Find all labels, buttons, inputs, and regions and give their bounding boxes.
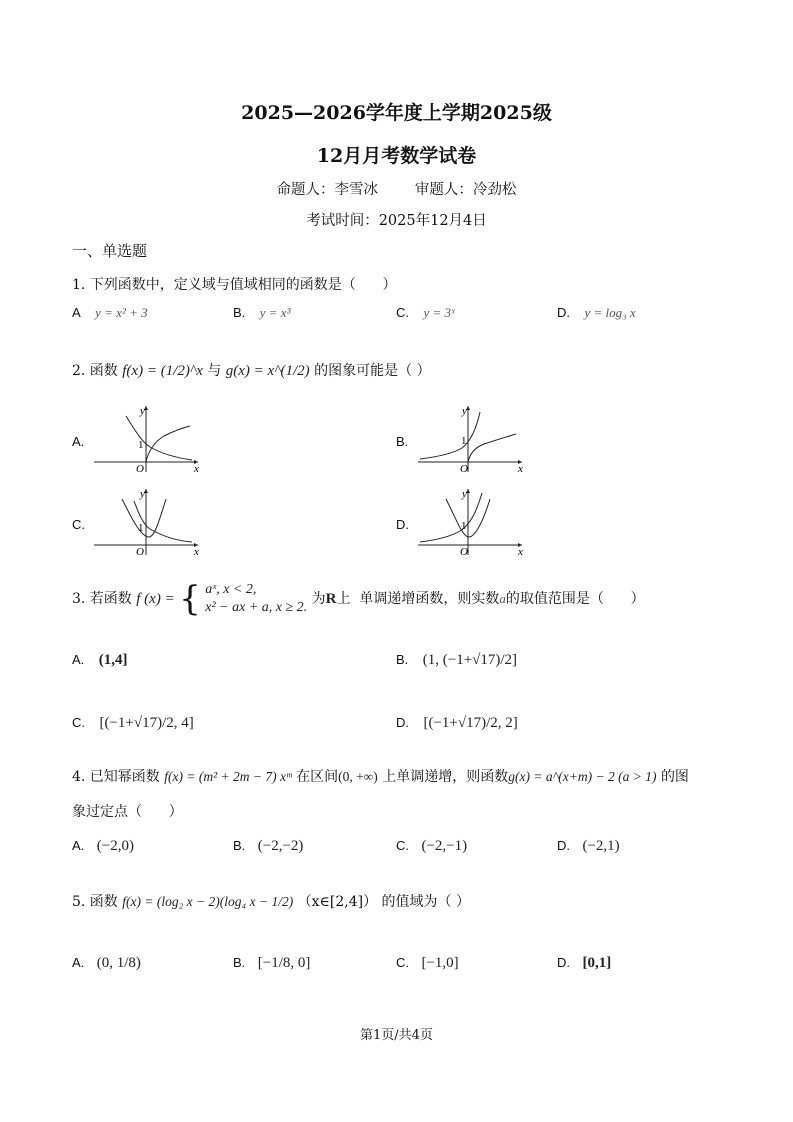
- q1-option-c: [396, 305, 455, 321]
- q1-stem: 1. 下列函数中，定义域与值域相同的函数是（ ）: [72, 277, 397, 293]
- q4-stem-line1: [72, 766, 689, 786]
- q5-option-d-expr: [0,1]: [582, 955, 612, 971]
- power-curve: [468, 434, 516, 462]
- q4-option-b-expr: (−2,−2): [257, 838, 304, 854]
- increasing-curve: [146, 426, 190, 462]
- q1-option-b: [233, 305, 290, 321]
- q5-option-c-label: C.: [396, 955, 409, 970]
- q3-stem-prefix: 3. 若函数: [72, 591, 132, 607]
- q1-option-d-expr: y = log₃ x: [584, 305, 636, 320]
- q3-option-c: [72, 715, 194, 732]
- origin-label: O: [136, 463, 144, 475]
- q3-piecewise: [205, 581, 307, 617]
- q2-stem-prefix: 2. 函数: [72, 363, 118, 379]
- q5-f-expr: f(x) = (log₂ x − 2)(log₄ x − 1/2): [122, 894, 294, 909]
- q3-option-a-expr: (1,4]: [98, 652, 128, 668]
- q2-stem-suffix: 的图象可能是（ ）: [314, 363, 431, 379]
- q3-option-a-label: A.: [72, 652, 85, 667]
- parabola-curve: [122, 499, 166, 537]
- exam-authors: 命题人：李雪冰 审题人：冷劲松: [276, 182, 517, 198]
- exam-time: 考试时间：2025年12月4日: [306, 213, 487, 229]
- q4-stem-mid: 在区间: [296, 769, 339, 785]
- q2-graph-c: [92, 485, 204, 557]
- q2-option-d-label: [396, 517, 409, 533]
- q5-option-a-label: A.: [72, 955, 85, 970]
- q5-option-b-label: B.: [233, 955, 246, 970]
- exponential-curve: [420, 412, 480, 459]
- y-label: y: [462, 488, 467, 500]
- decreasing-curve: [126, 416, 192, 460]
- q2-graph-a: [92, 402, 204, 474]
- x-label: x: [194, 546, 199, 558]
- q4-stem-prefix: 4. 已知幂函数: [72, 769, 160, 785]
- q3-piece-1: aˣ, x < 2,: [205, 582, 257, 597]
- q4-option-a-label: A.: [72, 838, 85, 853]
- q2-label-d: D.: [396, 517, 409, 532]
- q5-option-b: [233, 955, 310, 972]
- q2-f-expr: f(x) = (1/2)^x: [122, 363, 203, 379]
- axis-arrows: [466, 489, 522, 547]
- q5-stem-prefix: 5. 函数: [72, 894, 118, 910]
- q3-stem-mid: 为: [311, 591, 326, 607]
- q2-g-expr: g(x) = x^(1/2): [225, 363, 310, 379]
- q4-stem-mid2: 上单调递增，则函数: [382, 769, 509, 785]
- q3-var-a: a: [499, 591, 506, 606]
- origin-label: O: [136, 546, 144, 558]
- q1-option-d: [557, 305, 636, 321]
- q4-interval: (0, +∞): [338, 769, 378, 784]
- origin-label: O: [460, 546, 468, 558]
- q2-stem-mid: 与: [207, 363, 222, 379]
- q5-option-d: [557, 955, 611, 972]
- q1-option-a-label: A: [72, 305, 81, 320]
- q2-label-a: A.: [72, 434, 85, 449]
- q3-R: R: [325, 591, 337, 607]
- one-label: 1: [461, 435, 467, 447]
- q4-option-c-expr: (−2,−1): [421, 838, 468, 854]
- q4-option-b: [233, 838, 303, 855]
- q4-option-b-label: B.: [233, 838, 246, 853]
- q3-option-d-label: D.: [396, 715, 409, 730]
- exam-title-line1: 2025—2026学年度上学期2025级: [241, 102, 552, 124]
- x-label: x: [518, 463, 523, 475]
- q2-graph-b: [416, 402, 528, 474]
- exam-title-line2: 12月月考数学试卷: [316, 145, 477, 167]
- q2-graph-d: [416, 485, 528, 557]
- q4-option-a: [72, 838, 134, 855]
- q3-stem-suffix: 上 单调递增函数，则实数: [336, 591, 500, 607]
- q1-option-c-label: C.: [396, 305, 409, 320]
- q5-stem-end: 的值域为（ ）: [381, 894, 470, 910]
- q1-option-b-expr: y = x³: [259, 305, 291, 320]
- q3-piece-2: x² − ax + a, x ≥ 2.: [205, 600, 308, 615]
- q4-option-d-label: D.: [557, 838, 570, 853]
- x-label: x: [518, 546, 523, 558]
- one-label: 1: [461, 520, 467, 532]
- q1-option-b-label: B.: [233, 305, 246, 320]
- q4-option-a-expr: (−2,0): [96, 838, 134, 854]
- q3-option-c-expr: [(−1+√17)/2, 4]: [99, 715, 194, 731]
- q3-option-c-label: C.: [72, 715, 85, 730]
- q5-option-a: [72, 955, 141, 972]
- y-label: y: [140, 405, 145, 417]
- q5-option-c-expr: [−1,0]: [421, 955, 459, 971]
- q5-option-a-expr: (0, 1/8): [96, 955, 141, 971]
- origin-label: O: [460, 463, 468, 475]
- q2-option-c-label: [72, 517, 85, 533]
- q1-option-a-expr: y = x² + 3: [95, 305, 148, 320]
- q2-label-c: C.: [72, 517, 85, 532]
- q3-option-d-expr: [(−1+√17)/2, 2]: [423, 715, 518, 731]
- q3-stem: [72, 581, 645, 617]
- q5-stem: [72, 891, 470, 911]
- q1-option-a: [72, 305, 148, 321]
- y-label: y: [462, 405, 467, 417]
- q4-f-expr: f(x) = (m² + 2m − 7) xᵐ: [164, 769, 292, 784]
- q4-option-c-label: C.: [396, 838, 409, 853]
- q1-option-d-label: D.: [557, 305, 570, 320]
- y-label: y: [140, 488, 145, 500]
- q5-domain: （x∈[2,4]）: [297, 894, 378, 910]
- q4-stem-end: 的图: [660, 769, 689, 785]
- q4-option-d-expr: (−2,1): [582, 838, 620, 854]
- q1-option-c-expr: y = 3ˣ: [423, 305, 455, 320]
- one-label: 1: [138, 522, 144, 534]
- page-footer: 第1页/共4页: [360, 1028, 433, 1043]
- q4-option-c: [396, 838, 467, 855]
- q4-g-expr: g(x) = a^(x+m) − 2 (a > 1): [508, 769, 657, 784]
- q2-option-b-label: [396, 434, 408, 450]
- x-label: x: [194, 463, 199, 475]
- section-heading-single-choice: 一、单选题: [72, 242, 148, 260]
- q4-stem-line2: 象过定点（ ）: [72, 804, 183, 820]
- q5-option-d-label: D.: [557, 955, 570, 970]
- q5-option-c: [396, 955, 459, 972]
- q3-option-a: [72, 652, 128, 669]
- q2-stem: [72, 360, 431, 380]
- q3-option-d: [396, 715, 518, 732]
- q3-option-b-label: B.: [396, 652, 409, 667]
- q3-brace: {: [179, 579, 201, 619]
- q4-option-d: [557, 838, 620, 855]
- q2-option-a-label: [72, 434, 84, 450]
- q2-label-b: B.: [396, 434, 409, 449]
- q3-option-b-expr: (1, (−1+√17)/2]: [422, 652, 518, 668]
- one-label: 1: [138, 439, 144, 451]
- q3-option-b: [396, 652, 517, 669]
- q3-f-label: f (x) =: [136, 591, 175, 607]
- q3-stem-end: 的取值范围是（ ）: [505, 591, 645, 607]
- q5-option-b-expr: [−1/8, 0]: [257, 955, 311, 971]
